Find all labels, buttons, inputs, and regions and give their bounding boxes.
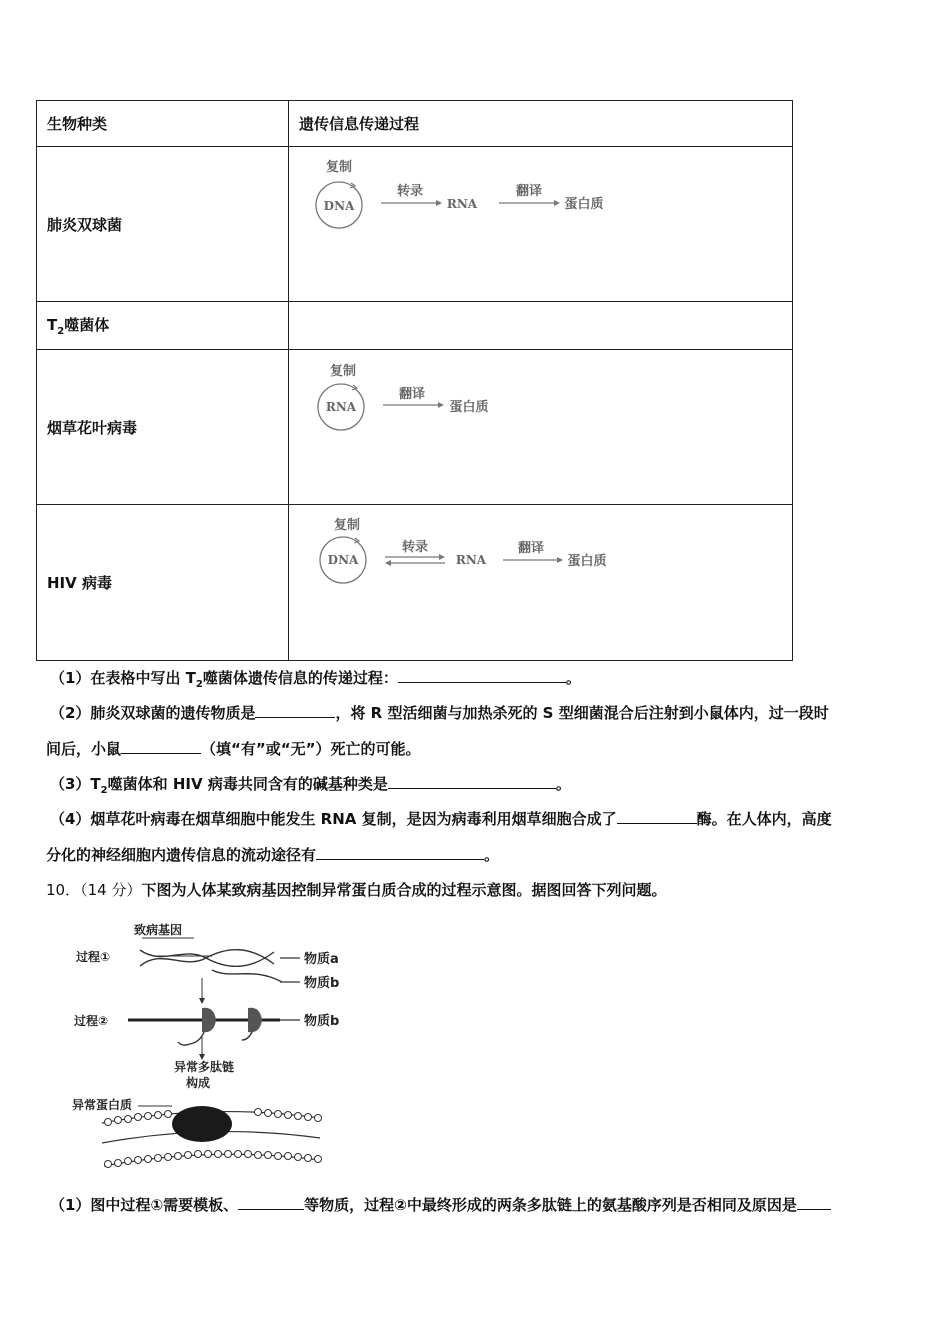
step2-label: 翻译 — [517, 541, 545, 556]
ribosome-icon — [202, 1008, 216, 1033]
answer-blank[interactable] — [255, 703, 335, 718]
arrow-head-icon — [557, 557, 563, 563]
substance-b-label-1: 物质b — [304, 976, 340, 991]
question-10-1: （1）图中过程①需要模板、 等物质，过程②中最终形成的两条多肽链上的氨基酸序列是否相同及原因是 — [50, 1195, 831, 1215]
abnormal-protein-label: 异常蛋白质 — [72, 1098, 133, 1112]
question-4-line1: （4）烟草花叶病毒在烟草细胞中能发生 RNA 复制，是因为病毒利用烟草细胞合成了 酶。在人体内，高度 — [50, 810, 832, 828]
ribosome-icon — [248, 1008, 262, 1033]
polypeptide-label: 异常多肽链 — [174, 1060, 235, 1074]
cycle-label: 复制 — [329, 364, 357, 379]
arrow-head-icon — [438, 402, 444, 408]
node-end: 蛋白质 — [449, 400, 489, 415]
question-2-line1: （2）肺炎双球菌的遗传物质是 ，将 R 型活细菌与加热杀死的 S 型细菌混合后注射到小鼠体内，过一段时 — [50, 704, 829, 722]
substance-a-label: 物质a — [304, 952, 339, 967]
node-end: 蛋白质 — [567, 554, 607, 569]
step1-label: 转录 — [401, 540, 429, 555]
problem-10-stem: 10．（14 分）下图为人体某致病基因控制异常蛋白质合成的过程示意图。据图回答下列问题。 — [46, 881, 667, 899]
table-header-row — [37, 101, 793, 147]
header-process: 遗传信息传递过程 — [289, 101, 793, 147]
table-row — [37, 350, 793, 505]
composition-label: 构成 — [186, 1076, 211, 1090]
table-row — [37, 505, 793, 661]
node-self: DNA — [327, 553, 359, 567]
reverse-arrow-head-icon — [385, 560, 391, 566]
flow-arrowhead-icon — [199, 998, 205, 1004]
process-2-label: 过程② — [74, 1014, 109, 1028]
question-3: $(3)T_2$噬菌体和 HIV 病毒共同含有的碱基种类是 。 — [50, 775, 571, 796]
step2-label: 翻译 — [515, 184, 543, 199]
arrow-head-icon — [436, 200, 442, 206]
polypeptide-chain — [242, 1032, 252, 1040]
flow-diagram-hiv — [289, 505, 793, 661]
gene-label: 致病基因 — [134, 923, 183, 937]
organism-t2-phage: $T_2$噬菌体 — [37, 302, 289, 350]
phospholipid-heads-bottom — [105, 1151, 322, 1168]
question-4-line2: 分化的神经细胞内遗传信息的流动途径有 。 — [46, 846, 500, 864]
node-mid: RNA — [446, 197, 478, 211]
organism-tmv: 烟草花叶病毒 — [37, 350, 289, 505]
answer-blank[interactable] — [388, 774, 556, 789]
answer-blank[interactable] — [797, 1195, 831, 1210]
empty-answer-cell[interactable] — [289, 302, 793, 350]
node-self: DNA — [323, 199, 355, 213]
gene-expression-figure — [62, 918, 362, 1178]
organism-pneumococcus: 肺炎双球菌 — [37, 147, 289, 302]
cycle-label: 复制 — [333, 518, 361, 533]
answer-blank[interactable] — [121, 739, 201, 754]
answer-blank[interactable] — [238, 1195, 304, 1210]
genetic-info-table — [36, 100, 793, 661]
cycle-label: 复制 — [325, 160, 353, 175]
step1-label: 翻译 — [398, 387, 426, 402]
abnormal-protein-blob — [172, 1106, 232, 1142]
flow-diagram-tmv — [289, 350, 793, 505]
answer-blank[interactable] — [617, 809, 697, 824]
flow-diagram-pneumococcus — [289, 147, 793, 302]
substance-b-label-2: 物质b — [304, 1014, 340, 1029]
arrow-head-icon — [554, 200, 560, 206]
table-row — [37, 147, 793, 302]
node-self: RNA — [325, 400, 357, 414]
answer-blank[interactable] — [316, 845, 484, 860]
mrna-strand — [212, 970, 282, 982]
arrow-head-icon — [439, 554, 445, 560]
answer-blank[interactable] — [398, 668, 566, 683]
process-1-label: 过程① — [76, 950, 111, 964]
node-end: 蛋白质 — [564, 197, 604, 212]
organism-hiv: HIV 病毒 — [37, 505, 289, 661]
header-organism: 生物种类 — [37, 101, 289, 147]
polypeptide-chain — [178, 1032, 204, 1045]
step1-label: 转录 — [396, 184, 424, 199]
question-2-line2: 间后，小鼠 （填“有”或“无”）死亡的可能。 — [46, 740, 421, 758]
table-row — [37, 302, 793, 350]
node-mid: RNA — [455, 553, 487, 567]
question-1: （1）在表格中写出 $T_2$噬菌体遗传信息的传递过程： 。 — [50, 669, 581, 690]
